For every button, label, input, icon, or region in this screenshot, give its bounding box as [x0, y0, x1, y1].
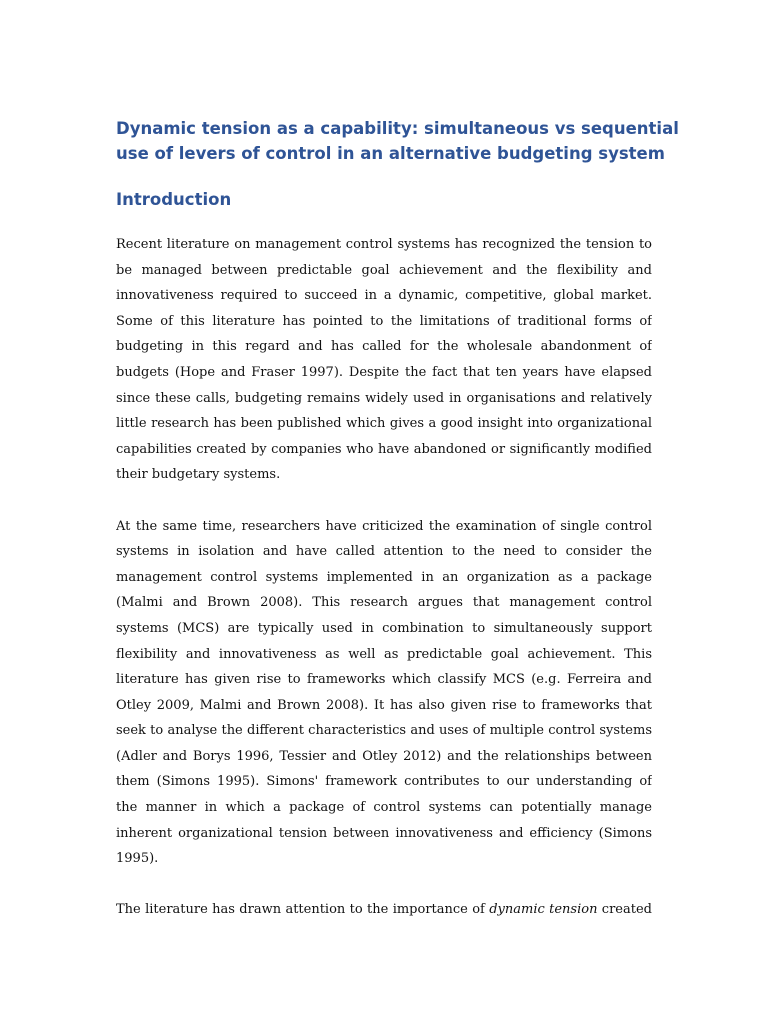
text-line: literature has given rise to frameworks which classify MCS (e.g. Ferreira and [116, 672, 652, 688]
section-heading: Introduction [116, 190, 232, 209]
text-line: budgeting in this regard and has called for the wholesale abandonment of [116, 339, 652, 355]
text-line: (Adler and Borys 1996, Tessier and Otley 2012) and the relationships between [116, 748, 652, 764]
text-line: the manner in which a package of control systems can potentially manage [116, 800, 652, 816]
text-line: flexibility and innovativeness as well as predictable goal achievement. This [116, 646, 652, 662]
text-line: Some of this literature has pointed to the limitations of traditional forms of [116, 313, 652, 329]
text-line: budgets (Hope and Fraser 1997). Despite the fact that ten years have elapsed [116, 364, 652, 380]
text-line: innovativeness required to succeed in a dynamic, competitive, global market. [116, 288, 652, 304]
paragraph-2 [116, 514, 652, 872]
text-line: inherent organizational tension between innovativeness and efficiency (Simons [116, 825, 652, 841]
text-line: Otley 2009, Malmi and Brown 2008). It has also given rise to frameworks that [116, 697, 652, 713]
text-line [116, 897, 652, 923]
text-line: little research has been published which gives a good insight into organizational [116, 416, 652, 432]
text-run: created [597, 902, 652, 918]
paper-title [116, 116, 679, 166]
text-run: The literature has drawn attention to the importance of [116, 902, 490, 918]
text-line: them (Simons 1995). Simons' framework contributes to our understanding of [116, 774, 652, 790]
text-line: systems (MCS) are typically used in combination to simultaneously support [116, 620, 652, 636]
text-line: their budgetary systems. [116, 467, 281, 483]
text-line: (Malmi and Brown 2008). This research argues that management control [116, 595, 652, 611]
emphasized-term: dynamic tension [489, 902, 598, 918]
text-line: seek to analyse the different characteristics and uses of multiple control systems [116, 723, 652, 739]
text-line: 1995). [116, 851, 159, 867]
text-line: management control systems implemented in an organization as a package [116, 569, 652, 585]
text-line: since these calls, budgeting remains widely used in organisations and relatively [116, 390, 652, 406]
text-line: Recent literature on management control systems has recognized the tension to [116, 237, 652, 252]
paragraph-3 [116, 897, 652, 923]
text-line: be managed between predictable goal achievement and the flexibility and [116, 262, 652, 278]
document-page [116, 116, 679, 949]
text-line: systems in isolation and have called attention to the need to consider the [116, 544, 652, 560]
title-line-1: Dynamic tension as a capability: simultaneous vs sequential [116, 119, 679, 138]
title-line-2: use of levers of control in an alternative budgeting system [116, 144, 665, 163]
text-line: capabilities created by companies who have abandoned or significantly modified [116, 441, 652, 457]
paragraph-1 [116, 232, 652, 488]
text-line: At the same time, researchers have criticized the examination of single control [116, 518, 652, 534]
